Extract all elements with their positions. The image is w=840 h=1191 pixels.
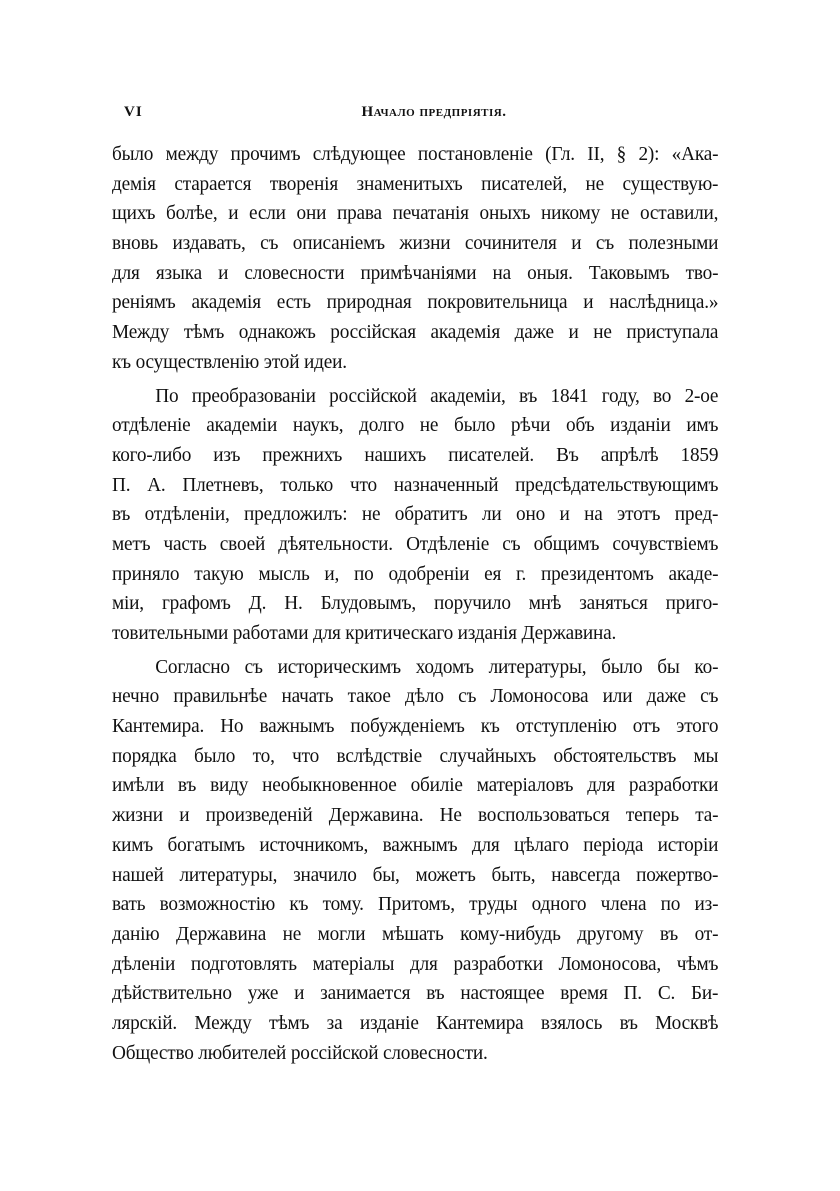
text-line: демія старается творенія знаменитыхъ писателей, не существую- (112, 172, 719, 195)
text-line: для языка и словесности примѣчаніями на оныя. Таковымъ тво- (112, 261, 719, 284)
text-line: П. А. Плетневъ, только что назначенный предсѣдательствующимъ (112, 473, 719, 496)
text-line: міи, графомъ Д. Н. Блудовымъ, поручило мнѣ заняться приго- (112, 592, 719, 615)
text-line: вновь издавать, съ описаніемъ жизни сочинителя и съ полезными (112, 232, 719, 255)
text-line: нечно правильнѣе начать такое дѣло съ Ломоносова или даже съ (112, 685, 719, 708)
text-line: Общество любителей россійской словесности. (112, 1041, 488, 1064)
text-line: вать возможностію къ тому. Притомъ, труды одного члена по из- (112, 893, 719, 916)
text-line: приняло такую мысль и, по одобреніи ея г. президентомъ акаде- (112, 562, 719, 585)
text-line: лярскій. Между тѣмъ за изданіе Кантемира взялось въ Москвѣ (112, 1011, 719, 1034)
text-line: было между прочимъ слѣдующее постановленіе (Гл. II, § 2): «Ака- (112, 143, 719, 165)
paragraph (112, 653, 718, 1069)
running-title: Начало предпріятія. (361, 104, 507, 120)
text-line: дѣйствительно уже и занимается въ настоящее время П. С. Би- (112, 982, 719, 1005)
text-line: щихъ болѣе, и если они права печатанія оныхъ никому не оставили, (112, 202, 719, 225)
text-line: къ осуществленію этой идеи. (112, 350, 347, 373)
page-number: VI (124, 104, 143, 120)
paragraph (112, 382, 718, 649)
body-text (112, 140, 718, 1068)
text-line: товительными работами для критическаго изданія Державина. (112, 622, 617, 644)
text-line: Согласно съ историческимъ ходомъ литературы, было бы ко- (155, 655, 719, 678)
text-line: Кантемира. Но важнымъ побужденіемъ къ отступленію отъ этого (112, 715, 719, 738)
text-line: Между тѣмъ однакожъ россійская академія даже и не приступала (112, 321, 719, 344)
text-line: порядка было то, что вслѣдствіе случайныхъ обстоятельствъ мы (112, 744, 719, 767)
text-line: кимъ богатымъ источникомъ, важнымъ для цѣлаго періода исторіи (112, 833, 719, 856)
text-line: метъ часть своей дѣятельности. Отдѣленіе съ общимъ сочувствіемъ (112, 532, 719, 555)
text-line: жизни и произведеній Державина. Не воспользоваться теперь та- (112, 804, 719, 827)
text-line: нашей литературы, значило бы, можетъ быть, навсегда пожертво- (112, 863, 719, 886)
text-line: данію Державина не могли мѣшать кому-нибудь другому въ от- (112, 922, 719, 945)
text-line: кого-либо изъ прежнихъ нашихъ писателей. Въ апрѣлѣ 1859 (112, 443, 719, 466)
text-line: дѣленіи подготовлять матеріалы для разработки Ломоносова, чѣмъ (112, 952, 719, 975)
text-line: реніямъ академія есть природная покровительница и наслѣдница.» (112, 291, 719, 314)
text-line: имѣли въ виду необыкновенное обиліе матеріаловъ для разработки (112, 774, 719, 797)
text-line: отдѣленіе академіи наукъ, долго не было рѣчи объ изданіи имъ (112, 414, 719, 437)
page-header (124, 104, 704, 128)
text-line: въ отдѣленіи, предложилъ: не обратитъ ли оно и на этотъ пред- (112, 503, 719, 526)
text-line: По преобразованіи россійской академіи, въ 1841 году, во 2-ое (155, 384, 719, 407)
paragraph (112, 140, 718, 378)
